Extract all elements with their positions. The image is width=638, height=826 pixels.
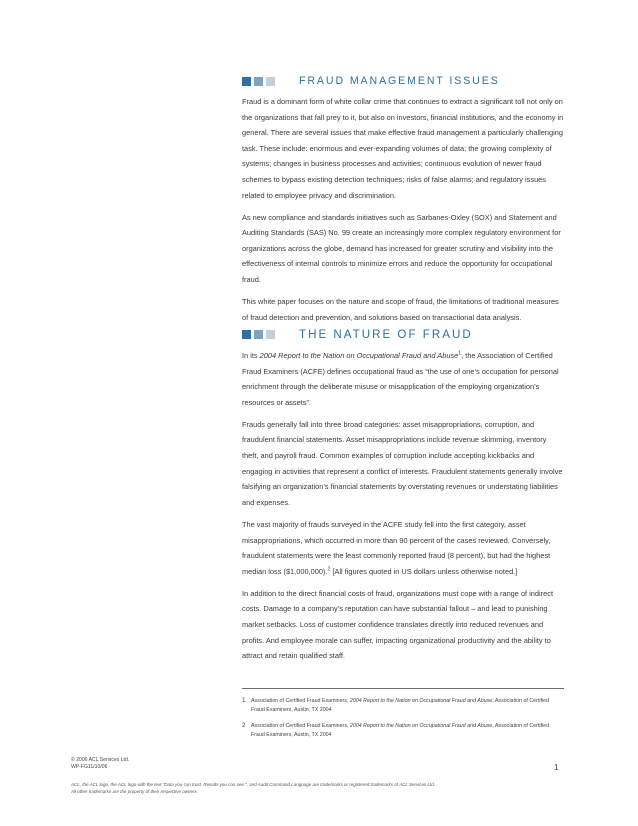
paragraph: In addition to the direct financial costs of fraud, organizations must cope with a range of indirect costs. Damage to a company’s reputation can have substantial fallout – and lead to punishing market setbacks. Loss of customer confidence translates directly into reduced revenues and profits. And employee morale can suffer, impacting organizational productivity and the ability to attract and retain qualified staff. [242,588,553,661]
footnote-text-part: , Association of Certified Fraud Examiners, Austin, TX 2004 [251,698,550,714]
paragraph-text: [All figures quoted in US dollars unless otherwise noted.] [330,566,518,576]
section-title: THE NATURE OF FRAUD [299,327,473,341]
paragraph: Frauds generally fall into three broad categories: asset misappropriations, corruption, and fraudulent financial statements. Asset misappropriations include revenue skimming, inventory theft, and payroll fraud. Common examples of corruption include accepting kickbacks and engaging in activities that represent a conflict of interests. Fraudulent statements generally involve falsifying an organization’s financial statements by overstating revenues or understating liabilities and expenses. [242,419,563,507]
page-number: 1 [554,762,559,772]
paragraph [242,517,564,579]
paragraph-text: The vast majority of frauds surveyed in the ACFE study fell into the first category, asset misappropriations, which occurred in more than 90 percent of the cases reviewed. Conversely, fraudulent statements were the least commonly reported fraud (8 percent), but had the highest median loss ($1,000,000). [242,519,551,576]
footnote-number: 1 [242,697,246,704]
square-bullet-icon [242,77,251,86]
section-heading [242,327,564,341]
paragraph [242,348,564,410]
trademark-notice [71,782,551,796]
footnote-number: 2 [242,722,246,729]
document-code: WP-FG11/10/06 [71,764,108,771]
section-title: FRAUD MANAGEMENT ISSUES [299,75,500,87]
trademark-line: All other trademarks are the property of their respective owners. [71,788,199,794]
square-bullet-icon [266,330,275,339]
footnote-text [251,722,564,741]
footnote-text-part: Association of Certified Fraud Examiners, [251,723,350,729]
footnote-text [251,697,564,716]
footnote-report-title: 2004 Report to the Nation on Occupational Fraud and Abuse [349,698,493,704]
copyright-line: © 2006 ACL Services Ltd. [71,757,130,763]
square-bullet-icon [254,77,263,86]
footnote-text-part: , Association of Certified Fraud Examiners, Austin, TX 2004 [251,723,550,739]
footnote-report-title: 2004 Report to the Nation on Occupational Fraud and Abuse [349,723,493,729]
footnote [242,722,564,741]
paragraph: As new compliance and standards initiatives such as Sarbanes-Oxley (SOX) and Statement and Auditing Standards (SAS) No. 99 create an increasingly more complex regulatory environment for organizations across the globe, demand has increased for greater scrutiny and visibility into the effectiveness of internal controls to minimize errors and reduce the opportunity for occupational fraud. [242,212,561,285]
footnote-divider [242,688,564,689]
paragraph-text: In its [242,351,260,360]
footnote-ref: 1 [458,350,462,357]
paragraph-text: , the Association of Certified Fraud Examiners (ACFE) defines occupational fraud as “the use of one’s occupation for personal enrichment through the deliberate misuse or misapplication of the employing organization’s resources or assets”. [242,351,559,407]
trademark-line: ACL, the ACL logo, the ACL logo with the text “Data you can trust. Results you can see.”, and Audit Command Language are trademarks or registered trademarks of ACL Services Ltd. [71,782,436,787]
square-bullet-icon [254,330,263,339]
square-bullet-icon [242,330,251,339]
section-nature-of-fraud [242,327,564,670]
paragraph: This white paper focuses on the nature and scope of fraud, the limitations of traditional measures of fraud detection and prevention, and solutions based on transactional data analysis. [242,297,559,322]
report-title: 2004 Report to the Nation on Occupational Fraud and Abuse [259,351,459,360]
section-heading [242,74,564,88]
copyright-notice [71,757,129,772]
footnote [242,697,564,716]
section-fraud-management-issues [242,74,564,332]
square-bullet-icon [266,77,275,86]
paragraph: Fraud is a dominant form of white collar crime that continues to extract a significant toll not only on the organizations that fall prey to it, but also on investors, financial institutions, and the economy in general. There are several issues that make effective fraud management a particularly challenging task. These include: enormous and ever-expanding volumes of data; the growing complexity of systems; changes in business processes and activities; continuous evolution of newer fraud schemes to bypass existing detection techniques; risks of false alarms; and regulatory issues related to employee privacy and discrimination. [242,97,564,200]
footnote-text-part: Association of Certified Fraud Examiners, [251,698,350,704]
footnote-ref: 2 [327,566,331,573]
